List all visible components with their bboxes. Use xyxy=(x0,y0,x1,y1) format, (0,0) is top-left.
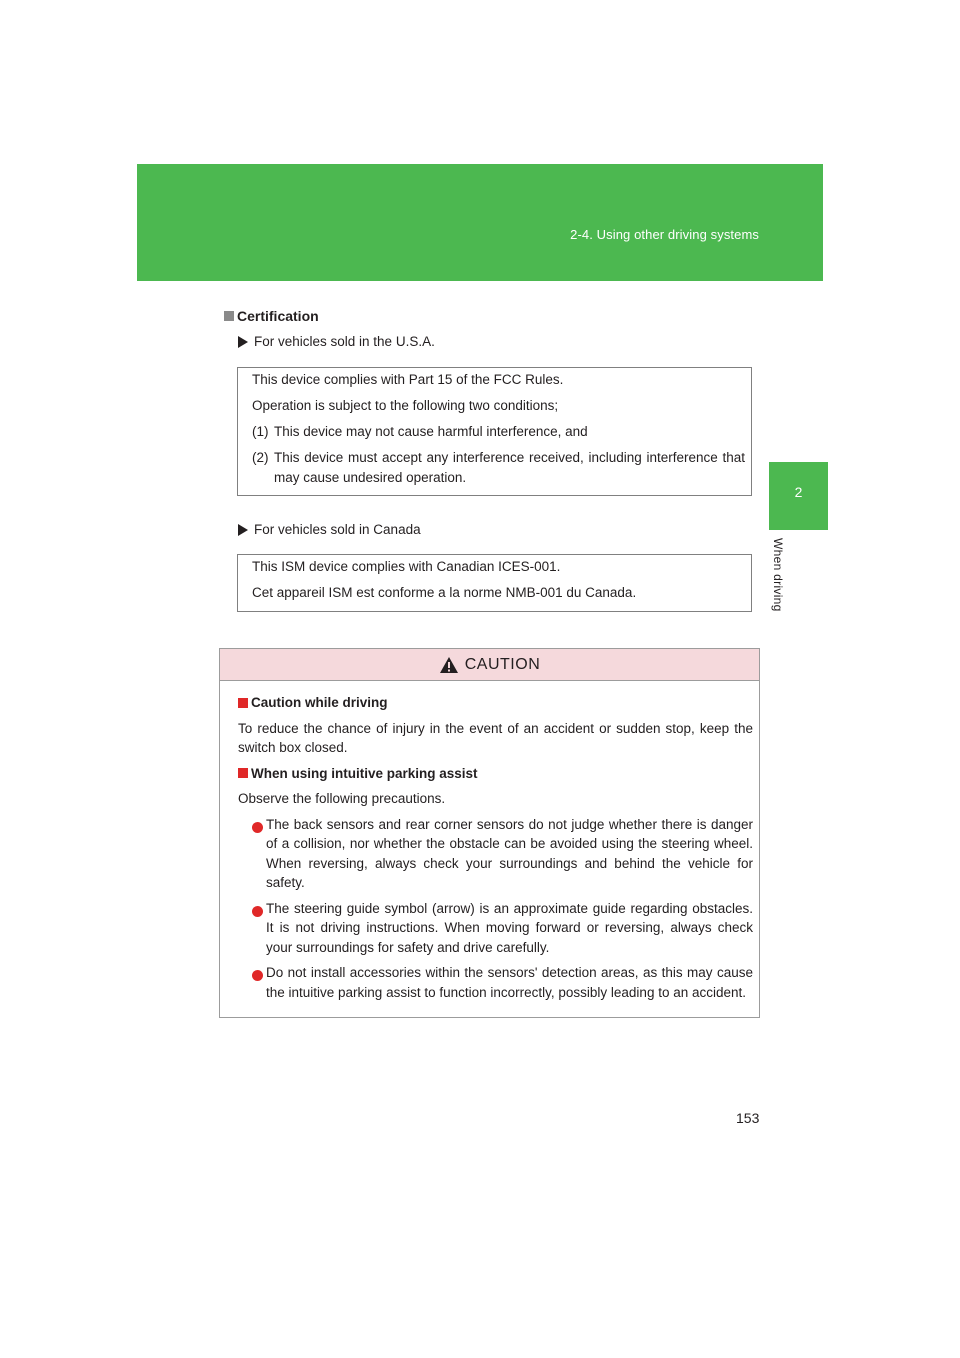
red-dot-bullet-icon xyxy=(252,970,263,981)
red-dot-bullet-icon xyxy=(252,906,263,917)
warning-triangle-icon xyxy=(439,656,459,674)
usa-item-1-text: This device may not cause harmful interference, and xyxy=(274,424,588,439)
canada-label xyxy=(238,522,421,537)
caution-driving-heading xyxy=(238,693,753,713)
page-number: 153 xyxy=(736,1110,760,1126)
usa-item-2-text: This device must accept any interference received, including interference that may cause undesired operation. xyxy=(274,450,745,485)
certification-heading xyxy=(224,308,319,324)
square-bullet-icon xyxy=(224,311,234,321)
caution-body xyxy=(220,681,759,1002)
arrow-bullet-icon xyxy=(238,336,248,348)
usa-notice-box xyxy=(237,367,752,496)
usa-label-text: For vehicles sold in the U.S.A. xyxy=(254,334,435,349)
usa-label xyxy=(238,334,435,349)
caution-item-text: Do not install accessories within the sensors' detection areas, as this may cause the intuitive parking assist to function incorrectly, possibly leading to an accident. xyxy=(266,965,753,1000)
caution-driving-heading-text: Caution while driving xyxy=(251,695,388,710)
section-header-band xyxy=(137,164,823,281)
chapter-label: When driving xyxy=(771,538,785,612)
red-square-bullet-icon xyxy=(238,698,248,708)
canada-line-2: Cet appareil ISM est conforme a la norme NMB-001 du Canada. xyxy=(252,585,637,600)
caution-parking-heading-text: When using intuitive parking assist xyxy=(251,765,478,781)
arrow-bullet-icon xyxy=(238,524,248,536)
caution-parking-intro: Observe the following precautions. xyxy=(238,791,446,806)
canada-notice-box xyxy=(237,554,752,612)
canada-line-1: This ISM device complies with Canadian ICES-001. xyxy=(252,559,561,574)
chapter-number: 2 xyxy=(794,484,803,500)
caution-header xyxy=(220,649,759,681)
caution-item xyxy=(238,963,753,1002)
usa-item-2 xyxy=(252,448,745,488)
usa-item-1 xyxy=(252,422,745,442)
usa-line-2: Operation is subject to the following two conditions; xyxy=(252,398,559,413)
caution-item xyxy=(238,899,753,958)
usa-line-1: This device complies with Part 15 of the FCC Rules. xyxy=(252,372,564,387)
chapter-tab xyxy=(769,462,828,530)
usa-item-2-number: (2) xyxy=(252,450,269,465)
red-dot-bullet-icon xyxy=(252,822,263,833)
caution-parking-heading xyxy=(238,764,753,784)
caution-box xyxy=(219,648,760,1018)
caution-driving-text: To reduce the chance of injury in the event of an accident or sudden stop, keep the switch box closed. xyxy=(238,720,753,755)
caution-item xyxy=(238,815,753,893)
red-square-bullet-icon xyxy=(238,768,248,778)
canada-label-text: For vehicles sold in Canada xyxy=(254,522,421,537)
section-title: 2-4. Using other driving systems xyxy=(570,227,759,242)
caution-item-text: The back sensors and rear corner sensors do not judge whether there is danger of a collision, nor whether the obstacle can be avoided using the steering wheel. When reversing, always check your surroundings and behind the vehicle for safety. xyxy=(266,816,753,890)
caution-title: CAUTION xyxy=(464,655,541,673)
caution-item-text: The steering guide symbol (arrow) is an approximate guide regarding obstacles. It is not driving instructions. When moving forward or reversing, always check your surroundings for safety and drive carefully. xyxy=(266,900,753,955)
usa-item-1-number: (1) xyxy=(252,424,269,439)
certification-heading-text: Certification xyxy=(237,308,319,324)
